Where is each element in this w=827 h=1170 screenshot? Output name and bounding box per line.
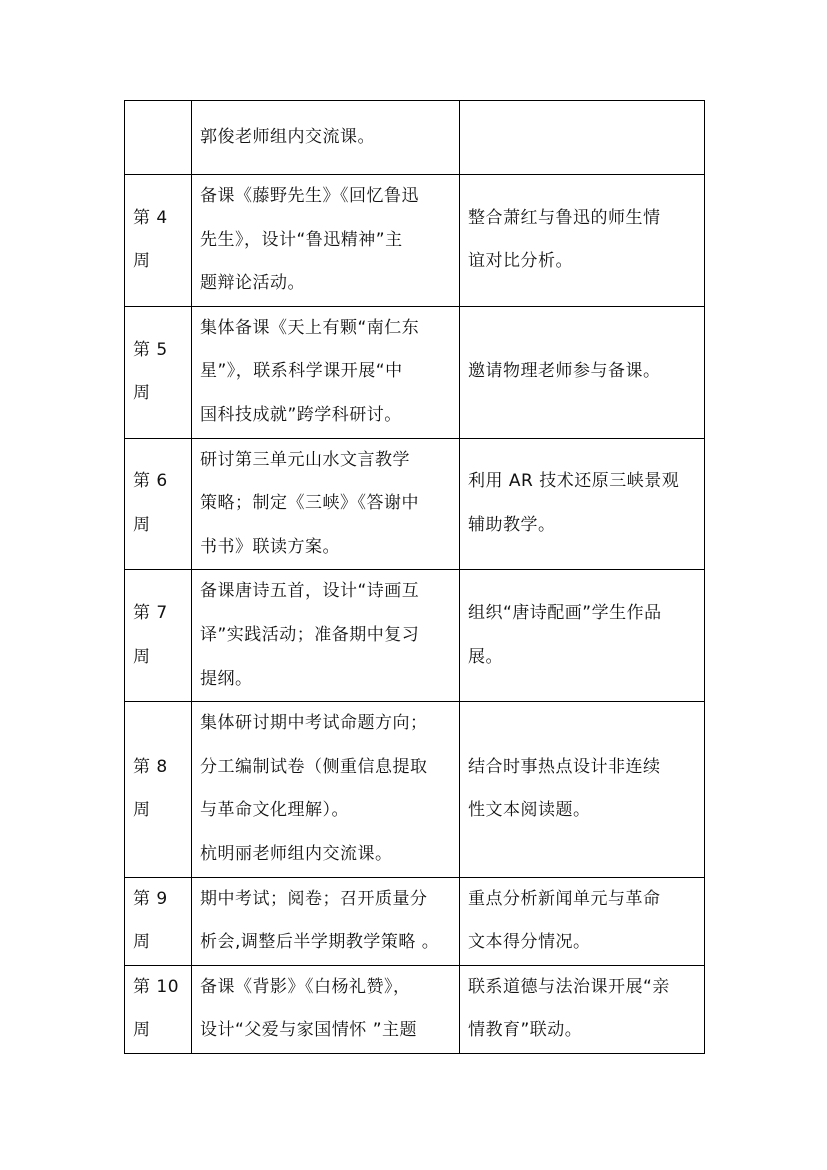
week-cell-line: 第 7 (133, 603, 168, 624)
plan-cell-line: 先生》，设计“鲁迅精神”主 (200, 229, 403, 250)
plan-cell-line: 备课唐诗五首，设计“诗画互 (200, 581, 420, 602)
schedule-row (125, 877, 705, 965)
note-cell (460, 965, 705, 1053)
plan-cell (192, 877, 460, 965)
week-cell-line: 周 (133, 514, 151, 535)
note-cell-line: 邀请物理老师参与备课。 (468, 361, 661, 382)
note-cell-line: 整合萧红与鲁迅的师生情 (468, 207, 661, 228)
note-cell (460, 101, 705, 175)
plan-cell-line: 郭俊老师组内交流课。 (200, 126, 375, 147)
schedule-row (125, 965, 705, 1053)
week-cell (125, 438, 192, 570)
plan-cell-line: 译”实践活动；准备期中复习 (200, 624, 420, 645)
plan-cell-line: 分工编制试卷（侧重信息提取 (200, 756, 428, 777)
plan-cell-line: 提纲。 (200, 668, 253, 689)
schedule-row (125, 438, 705, 570)
week-cell-line: 第 9 (133, 888, 168, 909)
note-cell-line: 联系道德与法治课开展“亲 (468, 976, 670, 997)
plan-cell (192, 306, 460, 438)
week-cell-line: 第 10 (133, 976, 180, 997)
note-cell (460, 306, 705, 438)
plan-cell (192, 175, 460, 307)
plan-cell-line: 研讨第三单元山水文言教学 (200, 449, 410, 470)
week-cell (125, 101, 192, 175)
week-cell-line: 周 (133, 646, 151, 667)
plan-cell (192, 101, 460, 175)
note-cell-line: 辅助教学。 (468, 514, 556, 535)
note-cell (460, 438, 705, 570)
note-cell-line: 展。 (468, 646, 503, 667)
plan-cell-line: 星”》，联系科学课开展“中 (200, 361, 403, 382)
plan-cell-line: 与革命文化理解）。 (200, 800, 349, 821)
schedule-row (125, 570, 705, 702)
week-cell-line: 第 5 (133, 339, 168, 360)
plan-cell (192, 570, 460, 702)
week-cell (125, 877, 192, 965)
week-cell-line: 周 (133, 251, 151, 272)
week-cell (125, 702, 192, 877)
note-cell-line: 组织“唐诗配画”学生作品 (468, 603, 662, 624)
note-cell-line: 文本得分情况。 (468, 932, 591, 953)
week-cell (125, 175, 192, 307)
plan-cell-line: 设计“父爱与家国情怀 ”主题 (200, 1020, 418, 1041)
plan-cell (192, 438, 460, 570)
note-cell-line: 性文本阅读题。 (468, 800, 591, 821)
schedule-row (125, 702, 705, 877)
note-cell-line: 情教育”联动。 (468, 1020, 583, 1041)
schedule-row (125, 101, 705, 175)
plan-cell-line: 备课《藤野先生》《回忆鲁迅 (200, 186, 419, 206)
note-cell-line: 谊对比分析。 (468, 251, 573, 272)
week-cell (125, 570, 192, 702)
plan-cell-line: 书书》联读方案。 (200, 536, 340, 557)
schedule-row (125, 175, 705, 307)
note-cell-line: 利用 AR 技术还原三峡景观 (468, 471, 680, 492)
plan-cell-line: 集体备课《天上有颗“南仁东 (200, 317, 420, 338)
plan-cell (192, 702, 460, 877)
plan-cell-line: 集体研讨期中考试命题方向； (200, 713, 428, 734)
plan-cell-line: 题辩论活动。 (200, 273, 305, 294)
week-cell-line: 周 (133, 1020, 151, 1041)
plan-cell-line: 国科技成就”跨学科研讨。 (200, 404, 402, 425)
schedule-row (125, 306, 705, 438)
note-cell-line: 结合时事热点设计非连续 (468, 756, 661, 777)
plan-cell-line: 期中考试；阅卷；召开质量分 (200, 888, 428, 909)
plan-cell-line: 备课《背影》《白杨礼赞》， (200, 976, 411, 997)
week-cell-line: 周 (133, 383, 151, 404)
note-cell (460, 877, 705, 965)
note-cell (460, 175, 705, 307)
note-cell-line: 重点分析新闻单元与革命 (468, 888, 661, 909)
note-cell (460, 702, 705, 877)
week-cell (125, 306, 192, 438)
plan-cell (192, 965, 460, 1053)
plan-cell-line: 杭明丽老师组内交流课。 (200, 843, 393, 864)
teaching-schedule-table (124, 100, 705, 1054)
week-cell-line: 第 6 (133, 471, 168, 492)
week-cell-line: 第 8 (133, 756, 168, 777)
week-cell-line: 周 (133, 800, 151, 821)
week-cell-line: 周 (133, 932, 151, 953)
week-cell (125, 965, 192, 1053)
plan-cell-line: 策略；制定《三峡》《答谢中 (200, 493, 419, 514)
note-cell (460, 570, 705, 702)
week-cell-line: 第 4 (133, 207, 168, 228)
plan-cell-line: 析会,调整后半学期教学策略 。 (200, 932, 440, 953)
